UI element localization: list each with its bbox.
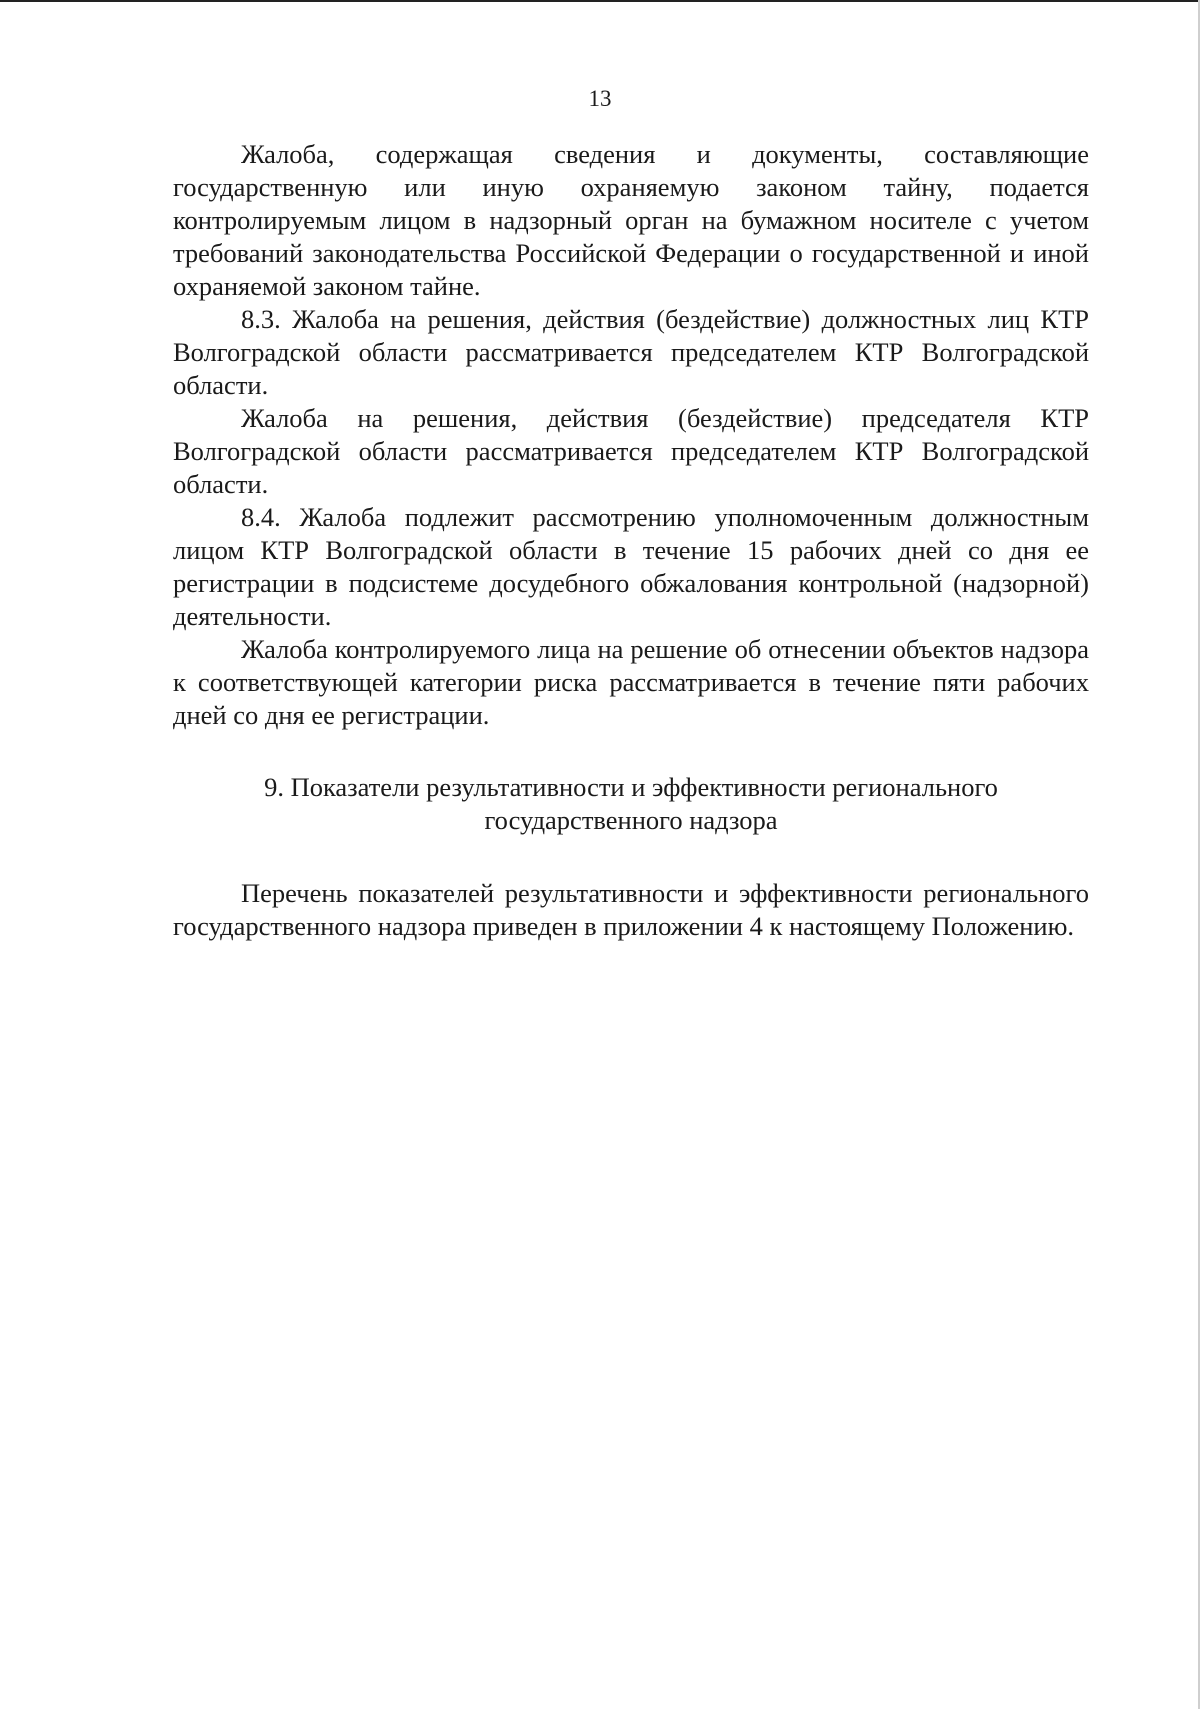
paragraph-classified-complaint: Жалоба, содержащая сведения и документы, составляющие государственную или иную охраняемую законом тайну, подается контролируемым лицом в надзорный орган на бумажном носителе с учетом требований законодательства Российской Федерации о государственной и иной охраняемой законом тайне. xyxy=(173,139,1089,301)
paragraph-indicators-list: Перечень показателей результативности и эффективности регионального государственного надзора приведен в приложении 4 к настоящему Положению. xyxy=(173,878,1089,941)
document-body xyxy=(173,138,1089,943)
page-number: 13 xyxy=(588,86,612,111)
paragraph-8-3: 8.3. Жалоба на решения, действия (бездействие) должностных лиц КТР Волгоградской области рассматривается председателем КТР Волгоградской области. xyxy=(173,304,1089,400)
paragraph-8-4: 8.4. Жалоба подлежит рассмотрению уполномоченным должностным лицом КТР Волгоградской области в течение 15 рабочих дней со дня ее регистрации в подсистеме досудебного обжалования контрольной (надзорной) деятельности. xyxy=(173,502,1089,631)
section-9-heading-line-2: государственного надзора xyxy=(484,805,778,835)
scan-top-edge xyxy=(0,0,1200,2)
paragraph-chairman-complaint: Жалоба на решения, действия (бездействие) председателя КТР Волгоградской области рассматривается председателем КТР Волгоградской области. xyxy=(173,403,1089,499)
section-9-heading xyxy=(173,771,1089,837)
paragraph-risk-category-complaint: Жалоба контролируемого лица на решение об отнесении объектов надзора к соответствующей категории риска рассматривается в течение пяти рабочих дней со дня ее регистрации. xyxy=(173,634,1089,730)
section-9-heading-line-1: 9. Показатели результативности и эффективности регионального xyxy=(264,772,998,802)
